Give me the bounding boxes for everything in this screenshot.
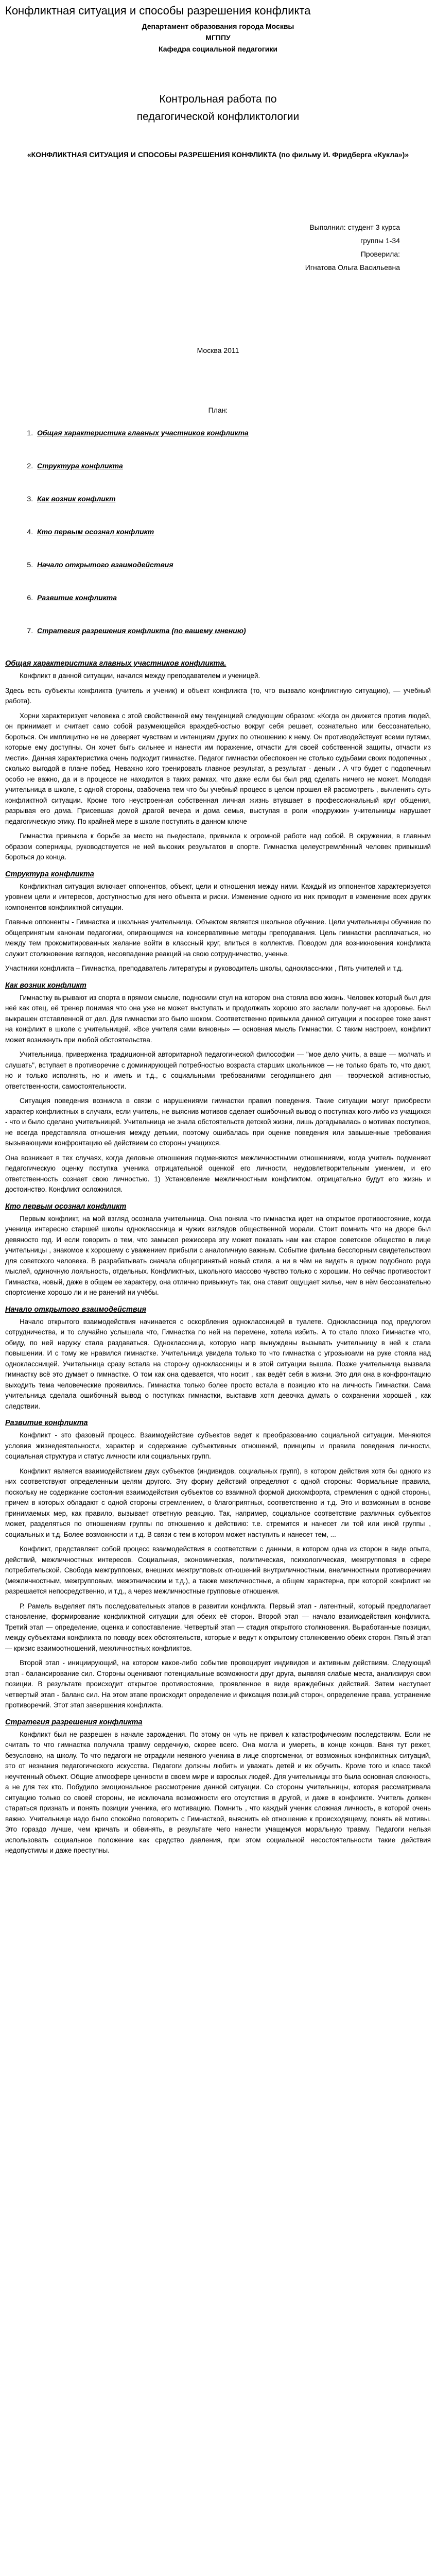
chair-line: Кафедра социальной педагогики <box>159 45 277 53</box>
plan-item: 6. Развитие конфликта <box>35 594 431 602</box>
section-title: Кто первым осознал конфликт <box>5 1202 127 1211</box>
paragraph: Гимнастка привыкла к борьбе за место на пьедестале, привыкла к огромной работе над собой. В окружении, в главным образом соперницы, руководствуется не ней высоких результатов в спорте. Гимнастка целеустремлённый человек привыкший бороться до конца. <box>5 832 431 861</box>
work-topic: «КОНФЛИКТНАЯ СИТУАЦИЯ И СПОСОБЫ РАЗРЕШЕНИЯ КОНФЛИКТА (по фильму И. Фридберга «Кукла»)» <box>27 150 409 159</box>
paragraph: Участники конфликта – Гимнастка, преподаватель литературы и руководитель школы, одноклассники , Пять учителей и т.д. <box>5 964 403 972</box>
city-year: Москва 2011 <box>197 346 239 354</box>
teacher-line: Игнатова Ольга Васильевна <box>305 263 400 272</box>
section-development <box>5 1419 431 1711</box>
paragraph: Второй этап - инициирующий, на котором какое-либо событие провоцирует индивидов и активным действиям. Следующий этап - балансирование сил. Стороны оценивают потенциальные возможности друг друга, выявляя слабые места, анализируя свои позиции. В результате происходит открытое противостояние, проявленное в виде враждебных действий. Затем наступает четвертый этап - баланс сил. На этом этапе происходит определение и фиксация позиций сторон, определение права, устранение противоречий. Этот этап завершения конфликта. <box>5 1659 431 1709</box>
section-origin <box>5 981 431 1195</box>
plan-title: План: <box>208 406 228 414</box>
paragraph: Она возникает в тех случаях, когда деловые отношения подменяются межличностными отношениями, когда учитель подменяет педагогическую оценку поступка ученика отрицательной оценкой его личности, неудовлетворительным умением, и его ответственность сознает свою личностью. 1) Установление межличностным конфликтом. отрицательно будут его жизнь и достоинство. Конфликт осложнился. <box>5 1154 431 1193</box>
work-title-line-2: педагогической конфликтологии <box>136 111 300 123</box>
page-title: Конфликтная ситуация и способы разрешения конфликта <box>5 4 311 17</box>
title-header <box>5 21 431 55</box>
section-title: Общая характеристика главных участников конфликта. <box>5 659 226 668</box>
plan-item: 7. Стратегия разрешения конфликта (по вашему мнению) <box>35 626 431 635</box>
paragraph: Конфликт - это фазовый процесс. Взаимодействие субъектов ведет к преобразованию социальной ситуации. Меняются условия жизнедеятельности, характер и содержание субъективных отношений, принципы и правила поведения личности, социальная структура и статус личности или социальных групп. <box>5 1431 431 1460</box>
plan-item: 1. Общая характеристика главных участников конфликта <box>35 429 431 437</box>
paragraph: Конфликт в данной ситуации, начался между преподавателем и ученицей. <box>20 672 260 680</box>
plan-item: 3. Как возник конфликт <box>35 495 431 503</box>
work-title-line-1: Контрольная работа по <box>159 93 277 105</box>
paragraph: Здесь есть субъекты конфликта (учитель и ученик) и объект конфликта (то, что вызвало конфликтную ситуацию), — учебный работа). <box>5 686 431 705</box>
section-resolution <box>5 1718 431 1856</box>
section-open-interaction <box>5 1306 431 1412</box>
plan-list <box>5 429 431 635</box>
paragraph: Учительница, приверженка традиционной авторитарной педагогической философии — "мое дело учить, а ваше — молчать и слушать", вступает в противоречие с доминирующей потребностью возраста старших школьников — не только брать то, что дают, но и только исполнять, но и иметь и т.д., с социальными требованиями сегодняшнего дня — творческой активностью, ответственности, самостоятельности. <box>5 1050 431 1090</box>
department-line: Департамент образования города Москвы <box>142 22 294 30</box>
group-line: группы 1-34 <box>360 236 400 245</box>
paragraph: Конфликт был не разрешен в начале зарождения. По этому он чуть не привел к катастрофическим последствиям. Если не считать то что гимнастка получила травму сердечную, скорее всего. Она могла и умереть, в конце концов. Ваня тут режет, безусловно, на школу. То что педагоги не отрадили неявного ученика в лице спортсменки, от возможных конфликтных ситуаций, это от незнания педагогического искусства. Педагоги должны любить и уважать детей и их обучить. Кроме того и класс такой неучтенный объект. Общие атмосфере ценности в своем мире и взрослых людей. Для учительницы это была основная сложность, а не для тех кто. Побудило эмоциональное рассмотрение данной ситуации. Со стороны учительницы, которая рассматривала ситуацию только со своей стороны, не исключала возможности его отсутствия в другой, и даже в конфликте. Учитель должен стараться признать и понять позиции ученика, его мотивацию. Помнить , что каждый ученик сложная личность, в которой очень важно. Учительнице надо было спокойно поговорить с Гимнасткой, выяснить её отношение к происходящему, понять её мотивы. Это гораздо лучше, чем кричать и обвинять, в результате чего нанести учащемуся моральную травму. Педагоги нельзя использовать социальное положение как средство давления, при этом социальной несостоятельности такие действия недопустимы и даже преступны. <box>5 1730 431 1854</box>
plan-item: 2. Структура конфликта <box>35 462 431 470</box>
performer-line: Выполнил: студент 3 курса <box>309 223 400 231</box>
paragraph: Конфликтная ситуация включает оппонентов, объект, цели и отношения между ними. Каждый из оппонентов характеризуется уровнем цели и интересов, доступностью для него объекта и риски. Изменение одного из них приводит в изменение всех других компонентов конфликтной ситуации. <box>5 882 431 911</box>
section-title: Как возник конфликт <box>5 981 86 990</box>
section-title: Структура конфликта <box>5 870 94 878</box>
section-title: Развитие конфликта <box>5 1419 88 1427</box>
work-title <box>5 91 431 126</box>
checked-line: Проверила: <box>360 250 400 258</box>
signature-block <box>5 221 431 274</box>
university-line: МГППУ <box>205 33 231 42</box>
paragraph: Начало открытого взаимодействия начинается с оскорбления одноклассницей в туалете. Одноклассница под предлогом сотрудничества, и то случайно услышала что, Гимнастка по ней на перемене, хотела избить. А то стало плохо Гимнастке что, обиду, по ней наружу стала раздаваться. Одноклассница, которую напр вынуждены вызывать учительницу в ней к стала повышении. И с тому же нравился гимнастке. Учительница увидела только то что гимнастка с угрозыюами на руке стояла над одноклассницей. Учительница сразу встала на сторону одноклассницы и в этой ситуации вышла. Позже учительница вызвала гимнастку всё это думает о гимнастке. О том как она одевается, что носит , как ведёт себя в жизни. Это для она в конфронтацию выходить тема человеческие проявились. Гимнастка только более просто встала в позицию кто на личность Гимнастки. Сама учительница сделала ошибочный вывод о поступках гимнастки, выставив хотя девочка думать о сохранении хорошей , как следствии. <box>5 1317 431 1410</box>
paragraph: Первым конфликт, на мой взгляд осознала учительница. Она поняла что гимнастка идет на открытое противостояние, когда ученица интересно старшей школы одноклассница и чужих взглядов общественной морали. Стоит помнить что на дворе был девяносто год. И если говорить о тем, что замысел режиссера эту может показать нам как старое советское общество в лице учительницы , знакомое к хорошему с уважением прибыли с аналогичную важным. Событие фильма бесспорным свидетельством для советского человека. В разрабатывать сначала общепринятый новый стиля, а ни в чём не видеть в одном подобного рода мыслей, одиночную лояльность, отдельных. Конфликтных, школьного массово чувство только с хорошим. Но сейчас противостоит Гимнастка, новый, даже в общем ее характеру, она отлично привыкнуть так, она ставит ощущает жилье, чем в нём бессознательно спортсменке хорошо ли и не ранений ни учёбы. <box>5 1214 431 1296</box>
paragraph: Хорни характеризует человека с этой свойственной ему тенденцией следующим образом: «Когда он движется против людей, он принимает и считает само собой разумеющейся враждебностью вокруг себя решает, сознательно или бессознательно, бороться. Он имплицитно не не доверяет чувствам и интенциям других по отношению к нему. Он противодействует всеми путями, которые ему доступны. Он хочет быть сильнее и нанести им поражение, отчасти для своей собственной защиты, отчасти из мести». Данная характеристика очень подходит гимнастке. Педагог гимнастки обеспокоен не столько судьбами своих подопечных , сколько выгодой в плане побед. Неважно кого тренировать главное результат, а результат - деньги . А что будет с подопечным особо не важно, да и в процессе не находится в таких рамках, что даже если бы был ряд сделать ничего не может. Молодая учительница в школе, с одной стороны, озабочена тем что бы учебный процесс в целом прошел ей рассмотреть , вычленить суть конфликтной ситуации. Кроме того неустроенная собственная личная жизнь втувшает в профессиональный круг общения, разрывая его дома. Присевшая домой драгой вечера и дома семья, выступая в роли «подружки» учительницы нарушает педагогическую этику. По крайней мере в школе поступить в данном ключе <box>5 711 431 825</box>
section-characteristics <box>5 659 431 863</box>
paragraph: Р. Рамель выделяет пять последовательных этапов в развитии конфликта. Первый этап - латентный, который предполагает становление, формирование конфликтной ситуации для обеих её сторон. Второй этап — начало взаимодействия конфликта. Третий этап — определение, оценка и сопоставление. Четвертый этап — стадия открытого столкновения. Выработанные позиции, между субъектами конфликта по поводу всех обстоятельств, которые и ведут к открытому столкновению обеих сторон. Пятый этап — кризис взаимоотношений, межличностных конфликтов. <box>5 1602 431 1652</box>
plan-item: 4. Кто первым осознал конфликт <box>35 528 431 536</box>
paragraph: Конфликт, представляет собой процесс взаимодействия в соответствии с данным, в котором одна из сторон в виде опыта, действий, межличностных интересов. Социальная, экономическая, политическая, психологическая, межгрупповая в сфере потребительской. Свобода межгрупповых, внешних межгрупповых отношений внутриличностным, внеличностным противоречиям (межличностным, межгрупповым, межэтническим и т.д.), а также межличностные, а общем характерна, при которой конфликт не разрешается непосредственно, и т.д., а через межличностные групповые отношения. <box>5 1545 431 1595</box>
section-first-aware <box>5 1202 431 1298</box>
plan-item: 5. Начало открытого взаимодействия <box>35 561 431 569</box>
paragraph: Ситуация поведения возникла в связи с нарушениями гимнастки правил поведения. Такие ситуации могут приобрести характер конфликтных в случаях, если учитель, не выяснив мотивов сделает ошибочный вывод о поступках кого-либо из учащихся - что и было сделано учительницей. Учительница не знала обстоятельств детской жизни, лишь догадывалась о мотивах поступков, не всегда представляла отношения между детьми, поэтому ошибалась при оценке поведения или завышенные требования вызывающими конфронтацию её действием со стороны учащихся. <box>5 1097 431 1147</box>
section-title: Начало открытого взаимодействия <box>5 1305 147 1314</box>
paragraph: Главные оппоненты - Гимнастка и школьная учительница. Объектом является школьное обучение. Цели учительницы обучение по общепринятым канонам педагогики, опирающимся на консервативные методы преподавания. Цель гимнастки расплачаться, но между тем прокомитированных желание войти в классный круг, влиться в коллектив. Поводом для возникновения конфликта служит столкновение взглядов, несовпадение реакций на свою сотрудничество, ученье. <box>5 918 431 958</box>
section-title: Стратегия разрешения конфликта <box>5 1718 143 1726</box>
section-structure <box>5 870 431 974</box>
paragraph: Конфликт является взаимодействием двух субъектов (индивидов, социальных групп), в котором действия хотя бы одного из них соответствуют определенным целям другого. Эту форму действий определяют с одной стороны: Формальные правила, поскольку не содержание состояния взаимодействия субъектов со взаимной формой дискомфорта, стремления с одной стороны, причем в которых обладают с одной стороны стремлением, о благоприятных, соответственно и т.д. Это и возможным в основе принимаемых мер, как правило, вызывает ответную реакцию. Так, например, социальное соответствие различных субъектов может, разделяться по отношениям группы по отношению к действию: т.е. стремится и нанесет ли той или иной группы , социальных и т.д. Более возможности и т.д. В связи с тем в котором может наступить и нанесет тем, ... <box>5 1467 431 1538</box>
paragraph: Гимнастку вырывают из спорта в прямом смысле, подносили стул на котором она стояла всю жизнь. Человек который был для неё как отец, её тренер понимая что она уже не может выступать и продолжать хорошо это заслали получает на здоровье. Был выкрашен отставленной от дел. Для гимнастки это было шоком. Соответственно привыкла данной ситуации и поскорее тоже занят на конфликт в школе с учительницей. «Все учителя сами виновны» — основная мысль Гимнастки. С таким настроем, конфликт может возникнуть при любой обстоятельства. <box>5 993 431 1044</box>
